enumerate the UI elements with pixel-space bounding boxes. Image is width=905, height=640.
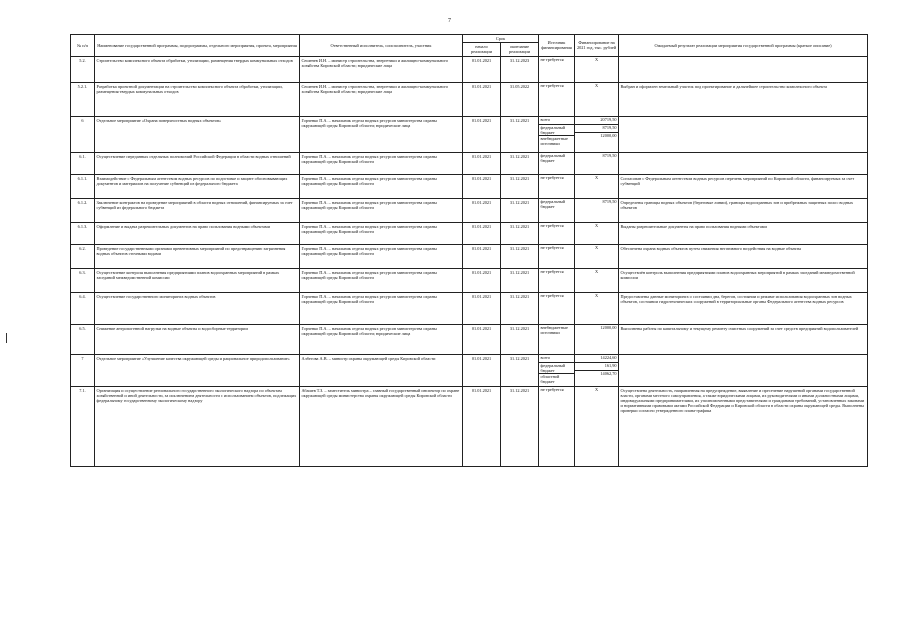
cell-result: Осуществлена деятельность, направленная на предупреждение, выявление и пресечение нарушений органами государственной власти, органами местного самоуправления, а также юридическими лицами, их руководителями и иными должностными лицами, индивидуальными предпринимателями, их уполномоченными представителями и гражданами требований, установленных законами и нормативными правовыми актами Российской Федерации и Кировской области в области охраны окружающей среды. Выполнены проверки согласно утвержденного плана-графика — [619, 386, 868, 466]
cell-funding — [575, 198, 619, 222]
cell-funding — [575, 244, 619, 268]
table-row — [71, 386, 868, 466]
cell-resp: Абашев Т.З. – заместитель министра – главный государственный инспектор по охране окружающей среды министерства охраны окружающей среды Кировской области — [300, 386, 463, 466]
cell-num: 6.3. — [71, 268, 95, 292]
cell-num: 6.1.1. — [71, 174, 95, 198]
cell-end: 31.12.2021 — [501, 324, 539, 354]
cell-start: 01.01.2021 — [463, 56, 501, 82]
cell-funding — [575, 292, 619, 324]
source-item: не требуется — [540, 244, 564, 250]
cell-name: Осуществление контроля выполнения предприятиями планов водоохранных мероприятий в рамках заседаний межведомственной комиссии — [95, 268, 300, 292]
cell-resp: Горченко П.А. – начальник отдела водных ресурсов министерства охраны окружающей среды Кировской области; юридические лица — [300, 116, 463, 152]
cell-name: Взаимодействие с Федеральным агентством водных ресурсов по подготовке и защите обосновывающих документов и материалов на получение субвенций из федерального бюджета — [95, 174, 300, 198]
cell-funding — [575, 56, 619, 82]
source-item: федеральный бюджет — [539, 363, 574, 374]
cell-start: 01.01.2021 — [463, 354, 501, 386]
cell-result: Осуществлён контроль выполнения предприятиями планов водоохранных мероприятий в рамках заседаний межведомственной комиссии — [619, 268, 868, 292]
table-row — [71, 116, 868, 152]
cell-end: 31.12.2021 — [501, 386, 539, 466]
cell-funding — [575, 354, 619, 386]
header-row — [71, 35, 868, 43]
cell-funding — [575, 174, 619, 198]
table-row — [71, 324, 868, 354]
cell-resp: Горченко П.А. – начальник отдела водных ресурсов министерства охраны окружающей среды Кировской области — [300, 268, 463, 292]
cell-source — [539, 386, 575, 466]
cell-end: 31.12.2021 — [501, 354, 539, 386]
cell-end: 31.12.2021 — [501, 198, 539, 222]
cell-source — [539, 354, 575, 386]
cell-result — [619, 116, 868, 152]
cell-result: Обеспечена охрана водных объектов путем снижения негативного воздействия на водные объекты — [619, 244, 868, 268]
cell-end: 31.12.2021 — [501, 244, 539, 268]
cell-end: 31.12.2021 — [501, 292, 539, 324]
cell-resp: Горченко П.А. – начальник отдела водных ресурсов министерства охраны окружающей среды Кировской области — [300, 152, 463, 174]
table-row — [71, 198, 868, 222]
header-name: Наименование государственной программы, подпрограммы, отдельного мероприятия, проекта, мероприятия — [95, 35, 300, 57]
cell-num: 6.5. — [71, 324, 95, 354]
cell-result: Выданы разрешительные документы на право пользования водными объектами — [619, 222, 868, 244]
source-item: областной бюджет — [540, 374, 560, 385]
cell-result: Согласован с Федеральным агентством водных ресурсов перечень мероприятий по Кировской области, финансируемых за счет субвенций — [619, 174, 868, 198]
cell-num: 6.1. — [71, 152, 95, 174]
cell-end: 31.12.2021 — [501, 152, 539, 174]
funding-item: X — [594, 268, 599, 274]
cell-result — [619, 152, 868, 174]
page-number: 7 — [448, 18, 451, 24]
cell-name: Отдельное мероприятие «Охрана поверхностных водных объектов» — [95, 116, 300, 152]
cell-resp: Горченко П.А. – начальник отдела водных ресурсов министерства охраны окружающей среды Кировской области — [300, 292, 463, 324]
cell-start: 01.01.2021 — [463, 292, 501, 324]
cell-num: 6 — [71, 116, 95, 152]
source-item: не требуется — [540, 386, 564, 392]
cell-result: Предоставлены данные мониторинга о состоянии дна, берегов, состоянии и режиме использования водоохранных зон водных объектов, состоянии гидротехнических сооружений в территориальные органы Федерального агентства водных ресурсов — [619, 292, 868, 324]
cell-num: 7.1. — [71, 386, 95, 466]
cell-end: 31.12.2021 — [501, 222, 539, 244]
cell-start: 01.01.2021 — [463, 244, 501, 268]
cell-source — [539, 82, 575, 116]
cell-name: Отдельное мероприятие «Улучшение качества окружающей среды и рациональное природопользование» — [95, 354, 300, 386]
funding-item: X — [594, 386, 599, 392]
cell-funding — [575, 268, 619, 292]
funding-item: 20719,50 — [575, 117, 618, 125]
table-row — [71, 174, 868, 198]
cell-funding — [575, 386, 619, 466]
cell-end: 31.05.2022 — [501, 82, 539, 116]
cell-end: 31.12.2021 — [501, 116, 539, 152]
funding-item: 8719,50 — [602, 152, 617, 158]
table-row — [71, 292, 868, 324]
cell-end: 31.12.2023 — [501, 56, 539, 82]
cell-funding — [575, 82, 619, 116]
source-item: внебюджетные источники — [540, 324, 568, 335]
cell-name: Снижение антропогенной нагрузки на водные объекты и водосборные территории — [95, 324, 300, 354]
table-row — [71, 244, 868, 268]
cell-name: Проведение государственными органами превентивных мероприятий по предотвращению загрязнения водных объектов сточными водами — [95, 244, 300, 268]
funding-item: 161,90 — [575, 363, 618, 371]
cell-funding — [575, 152, 619, 174]
cell-resp: Сешенев И.Н. – министр строительства, энергетики и жилищно-коммунального хозяйства Кировской области; юридические лица — [300, 82, 463, 116]
cell-name: Организация и осуществление регионального государственного экологического надзора по объектам хозяйственной и иной деятельности, за исключением деятельности с использованием объектов, подлежащих федеральному государственному экологическому надзору — [95, 386, 300, 466]
cell-result: Выполнены работы по капитальному и текущему ремонту очистных сооружений за счет средств предприятий водопользователей — [619, 324, 868, 354]
header-num: № п/п — [71, 35, 95, 57]
cell-resp: Сешенев И.Н. – министр строительства, энергетики и жилищно-коммунального хозяйства Кировской области; юридические лица — [300, 56, 463, 82]
table-row — [71, 354, 868, 386]
funding-item: X — [594, 56, 599, 62]
funding-item: X — [594, 222, 599, 228]
cell-resp: Горченко П.А. – начальник отдела водных ресурсов министерства охраны окружающей среды Кировской области; юридические лица — [300, 324, 463, 354]
cell-source — [539, 292, 575, 324]
funding-item: X — [594, 82, 599, 88]
source-item: не требуется — [540, 268, 564, 274]
funding-item: 14224,60 — [575, 355, 618, 363]
funding-item: 12000,00 — [600, 324, 617, 330]
funding-item: X — [594, 244, 599, 250]
cell-result: Определены границы водных объектов (береговые линии), границы водоохранных зон и прибрежных защитных полос водных объектов — [619, 198, 868, 222]
cell-resp: Горченко П.А. – начальник отдела водных ресурсов министерства охраны окружающей среды Кировской области — [300, 244, 463, 268]
header-funding: Финансирование на 2021 год, тыс. рублей — [575, 35, 619, 57]
header-result: Ожидаемый результат реализации мероприятия государственной программы (краткое описание) — [619, 35, 868, 57]
cell-start: 01.01.2021 — [463, 116, 501, 152]
cell-name: Осуществление переданных отдельных полномочий Российской Федерации в области водных отношений — [95, 152, 300, 174]
cell-start: 01.01.2021 — [463, 174, 501, 198]
header-source: Источник финансирования — [539, 35, 575, 57]
cell-end: 31.12.2021 — [501, 268, 539, 292]
cell-source — [539, 198, 575, 222]
source-item: всего — [539, 117, 574, 125]
source-item: всего — [539, 355, 574, 363]
source-item: не требуется — [540, 56, 564, 62]
cell-num: 6.1.2. — [71, 198, 95, 222]
funding-item: 8719,50 — [602, 198, 617, 204]
table-row — [71, 82, 868, 116]
cell-resp: Горченко П.А. – начальник отдела водных ресурсов министерства охраны окружающей среды Кировской области — [300, 174, 463, 198]
source-item: не требуется — [540, 174, 564, 180]
funding-item: 12000,00 — [600, 132, 617, 138]
header-end: окончание реализации — [501, 43, 539, 56]
cell-name: Осуществление государственного мониторинга водных объектов — [95, 292, 300, 324]
cell-start: 01.01.2021 — [463, 198, 501, 222]
funding-item: 14062,70 — [600, 370, 617, 376]
header-start: начало реализации — [463, 43, 501, 56]
cell-result — [619, 354, 868, 386]
source-item: не требуется — [540, 222, 564, 228]
cell-source — [539, 268, 575, 292]
table-row — [71, 222, 868, 244]
cell-source — [539, 174, 575, 198]
source-item: федеральный бюджет — [539, 125, 574, 136]
cell-resp: Горченко П.А. – начальник отдела водных ресурсов министерства охраны окружающей среды Кировской области — [300, 222, 463, 244]
cell-name: Заключение контрактов на проведение мероприятий в области водных отношений, финансируемых за счет субвенций из федерального бюджета — [95, 198, 300, 222]
cell-start: 01.01.2021 — [463, 268, 501, 292]
cell-start: 01.01.2021 — [463, 324, 501, 354]
source-item: не требуется — [540, 82, 564, 88]
funding-item: 8719,50 — [575, 125, 618, 133]
table-row — [71, 268, 868, 292]
table-row — [71, 152, 868, 174]
cell-start: 01.01.2021 — [463, 82, 501, 116]
header-term: Срок — [463, 35, 539, 43]
cell-start: 01.01.2021 — [463, 386, 501, 466]
cell-end: 31.12.2021 — [501, 174, 539, 198]
cell-name: Строительство комплексного объекта обработки, утилизации, размещения твердых коммунальных отходов — [95, 56, 300, 82]
cell-source — [539, 116, 575, 152]
cell-num: 6.4. — [71, 292, 95, 324]
cell-start: 01.01.2021 — [463, 222, 501, 244]
cell-num: 6.2. — [71, 244, 95, 268]
cell-name: Разработка проектной документации на строительство комплексного объекта обработки, утилизации, размещения твердых коммунальных отходов — [95, 82, 300, 116]
cell-result: Выбран и оформлен земельный участок под проектирование и дальнейшее строительство комплексного объекта — [619, 82, 868, 116]
cell-source — [539, 222, 575, 244]
funding-item: X — [594, 174, 599, 180]
funding-item: X — [594, 292, 599, 298]
cell-source — [539, 152, 575, 174]
table-body — [71, 56, 868, 466]
cell-name: Оформление и выдача разрешительных документов на право пользования водными объектами — [95, 222, 300, 244]
cell-source — [539, 56, 575, 82]
cell-funding — [575, 222, 619, 244]
cell-num: 5.2. — [71, 56, 95, 82]
cell-resp: Албегова А.В. – министр охраны окружающей среды Кировской области — [300, 354, 463, 386]
table-row — [71, 56, 868, 82]
cell-source — [539, 324, 575, 354]
source-item: не требуется — [540, 292, 564, 298]
margin-mark — [6, 333, 7, 343]
source-item: федеральный бюджет — [540, 198, 565, 209]
cell-start: 01.01.2021 — [463, 152, 501, 174]
cell-num: 7 — [71, 354, 95, 386]
cell-funding — [575, 116, 619, 152]
cell-num: 6.1.3. — [71, 222, 95, 244]
cell-resp: Горченко П.А. – начальник отдела водных ресурсов министерства охраны окружающей среды Кировской области — [300, 198, 463, 222]
cell-num: 5.2.1. — [71, 82, 95, 116]
program-table — [70, 34, 868, 467]
cell-source — [539, 244, 575, 268]
source-item: федеральный бюджет — [540, 152, 565, 163]
source-item: внебюджетные источники — [540, 136, 568, 147]
cell-funding — [575, 324, 619, 354]
cell-result — [619, 56, 868, 82]
header-responsible: Ответственный исполнитель, соисполнитель, участник — [300, 35, 463, 57]
